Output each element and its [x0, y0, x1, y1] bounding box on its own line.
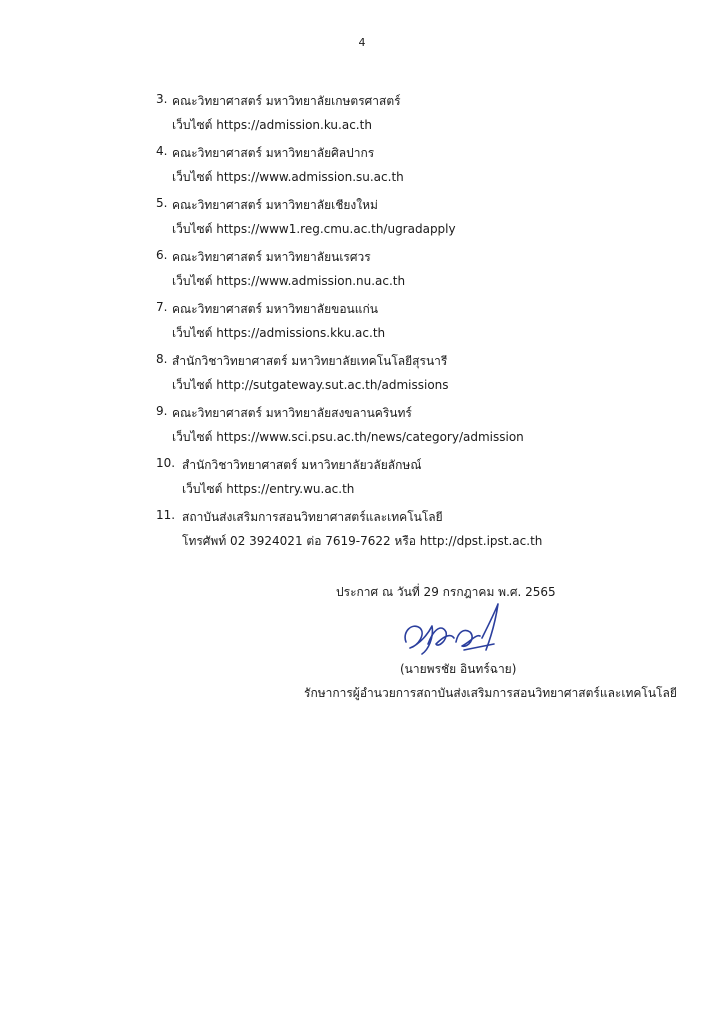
institution-name: สถาบันส่งเสริมการสอนวิทยาศาสตร์และเทคโนโลยี	[182, 510, 443, 524]
institution-website: เว็บไซต์ http://sutgateway.sut.ac.th/admissions	[172, 378, 449, 392]
institution-website: เว็บไซต์ https://entry.wu.ac.th	[182, 482, 355, 496]
list-item	[0, 144, 724, 196]
list-item	[0, 196, 724, 248]
item-number: 3.	[156, 92, 168, 106]
institution-website: เว็บไซต์ https://www1.reg.cmu.ac.th/ugradapply	[172, 222, 456, 236]
institution-name: สำนักวิชาวิทยาศาสตร์ มหาวิทยาลัยเทคโนโลยีสุรนารี	[172, 354, 448, 368]
institution-name: คณะวิทยาศาสตร์ มหาวิทยาลัยศิลปากร	[172, 146, 375, 160]
list-item	[0, 456, 724, 508]
institution-name: คณะวิทยาศาสตร์ มหาวิทยาลัยสงขลานครินทร์	[172, 406, 412, 420]
list-item	[0, 508, 724, 560]
page-number: 4	[358, 36, 366, 49]
list-item	[0, 404, 724, 456]
institution-name: สำนักวิชาวิทยาศาสตร์ มหาวิทยาลัยวลัยลักษณ์	[182, 458, 422, 472]
institution-name: คณะวิทยาศาสตร์ มหาวิทยาลัยเกษตรศาสตร์	[172, 94, 401, 108]
signature-image	[398, 598, 508, 660]
institution-list	[0, 92, 724, 560]
institution-website: เว็บไซต์ https://www.admission.nu.ac.th	[172, 274, 406, 288]
signer-title: รักษาการผู้อำนวยการสถาบันส่งเสริมการสอนวิทยาศาสตร์และเทคโนโลยี	[304, 686, 677, 700]
institution-contact: โทรศัพท์ 02 3924021 ต่อ 7619-7622 หรือ http://dpst.ipst.ac.th	[182, 534, 543, 548]
institution-name: คณะวิทยาศาสตร์ มหาวิทยาลัยขอนแก่น	[172, 302, 378, 316]
item-number: 6.	[156, 248, 168, 262]
institution-name: คณะวิทยาศาสตร์ มหาวิทยาลัยเชียงใหม่	[172, 198, 378, 212]
signer-name: (นายพรชัย อินทร์ฉาย)	[400, 662, 517, 676]
item-number: 11.	[156, 508, 176, 522]
list-item	[0, 248, 724, 300]
institution-website: เว็บไซต์ https://admission.ku.ac.th	[172, 118, 372, 132]
list-item	[0, 92, 724, 144]
institution-website: เว็บไซต์ https://www.sci.psu.ac.th/news/category/admission	[172, 430, 524, 444]
announcement-date: ประกาศ ณ วันที่ 29 กรกฎาคม พ.ศ. 2565	[336, 585, 556, 599]
item-number: 9.	[156, 404, 168, 418]
institution-name: คณะวิทยาศาสตร์ มหาวิทยาลัยนเรศวร	[172, 250, 371, 264]
item-number: 7.	[156, 300, 168, 314]
institution-website: เว็บไซต์ https://www.admission.su.ac.th	[172, 170, 404, 184]
item-number: 8.	[156, 352, 168, 366]
item-number: 5.	[156, 196, 168, 210]
institution-website: เว็บไซต์ https://admissions.kku.ac.th	[172, 326, 386, 340]
item-number: 4.	[156, 144, 168, 158]
list-item	[0, 300, 724, 352]
item-number: 10.	[156, 456, 176, 470]
list-item	[0, 352, 724, 404]
